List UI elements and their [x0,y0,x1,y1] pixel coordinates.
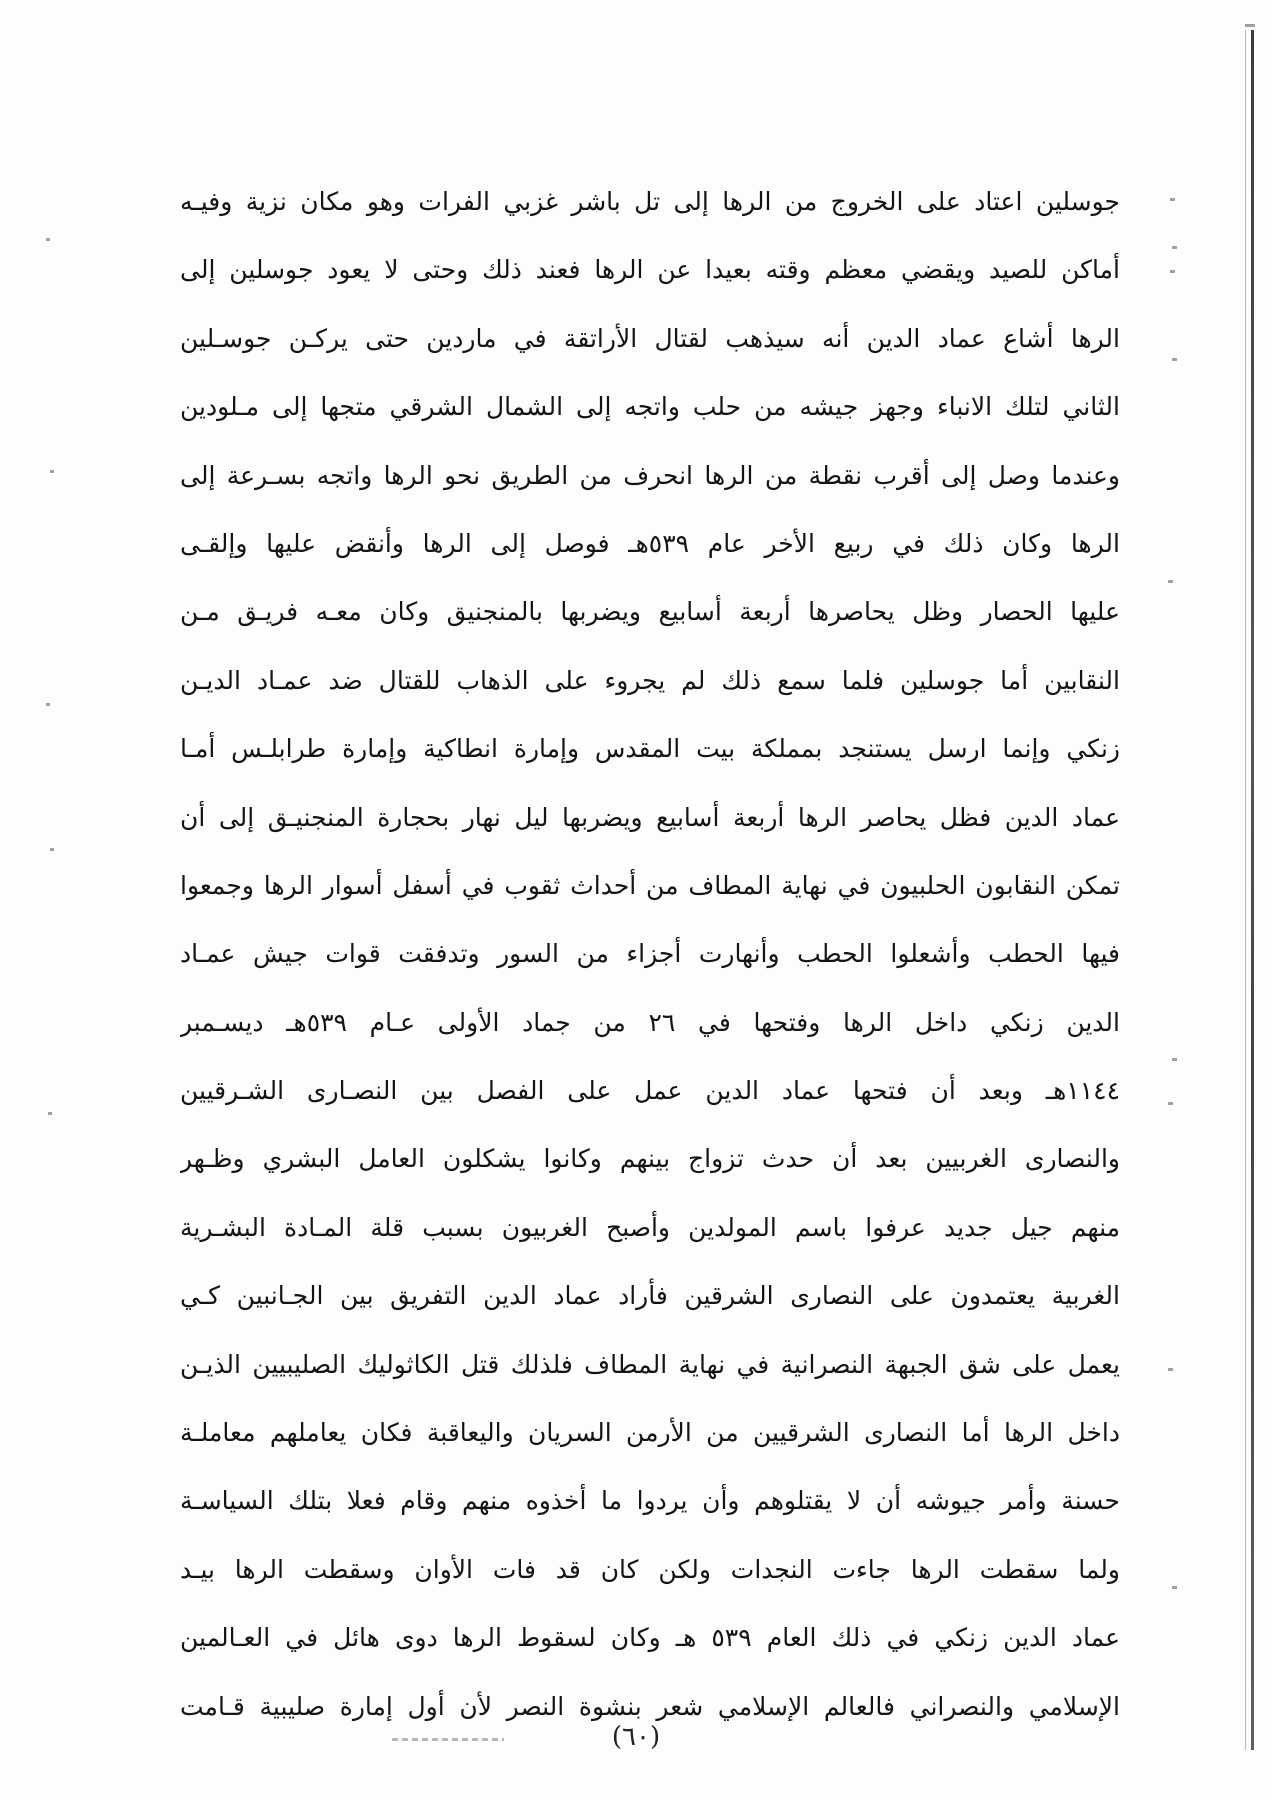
text-line: وعندما وصل إلى أقرب نقطة من الرها انحرف من الطريق نحو الرها واتجه بسـرعة إلى [180,460,1120,490]
scan-speck [1172,358,1177,361]
text-line: فيها الحطب وأشعلوا الحطب وأنهارت أجزاء من السور وتدفقت قوات جيش عمـاد [180,939,1120,969]
text-line: والنصارى الغربيين بعد أن حدث تزواج بينهم وكانوا يشكلون العامل البشري وظـهر [180,1144,1120,1174]
text-line: ١١٤٤هـ وبعد أن فتحها عماد الدين عمل على الفصل بين النصـارى الشـرقيين [180,1076,1120,1106]
text-line: الدين زنكي داخل الرها وفتحها في ٢٦ من جماد الأولى عـام ٥٣٩هـ ديسـمبر [180,1007,1120,1037]
text-line: الرها أشاع عماد الدين أنه سيذهب لقتال الأراتقة في ماردين حتى يركـن جوسـلين [180,323,1120,353]
text-line: الرها وكان ذلك في ربيع الأخر عام ٥٣٩هـ فوصل إلى الرها وأنقض عليها وإلقـى [180,528,1120,558]
scan-speck [1170,198,1175,201]
scan-speck [1172,1058,1177,1061]
scan-speck [46,703,50,706]
scan-speck [1245,24,1255,27]
text-line: عماد الدين زنكي في ذلك العام ٥٣٩ هـ وكان لسقوط الرها دوى هائل في العـالمين [180,1623,1120,1653]
scan-speck [1168,1102,1173,1105]
text-line: أماكن للصيد ويقضي معظم وقته بعيدا عن الرها فعند ذلك وحتى لا يعود جوسلين إلى [180,255,1120,285]
text-line: ولما سقطت الرها جاءت النجدات ولكن كان قد فات الأوان وسقطت الرها بيـد [180,1554,1120,1584]
binding-edge-line [1251,30,1254,1750]
scan-speck [1172,1586,1177,1589]
page-number: (٦٠) [611,1722,661,1752]
text-line: منهم جيل جديد عرفوا باسم المولدين وأصبح الغربيون بسبب قلة المـادة البشـرية [180,1212,1120,1242]
scan-speck [50,470,54,473]
scan-speck [46,238,50,241]
scan-speck [1170,270,1175,273]
text-line: جوسلين اعتاد على الخروج من الرها إلى تل باشر غزبي الفرات وهو مكان نزية وفيـه [180,187,1120,216]
text-line: الإسلامي والنصراني فالعالم الإسلامي شعر بنشوة النصر لأن أول إمارة صليبية قـامت [180,1691,1120,1721]
scan-speck [1172,246,1177,249]
scan-speck [48,1112,52,1115]
text-line: النقابين أما جوسلين فلما سمع ذلك لم يجروء على الذهاب للقتال ضد عمـاد الديـن [180,665,1120,695]
body-text [180,168,1120,1741]
text-line: زنكي وإنما ارسل يستنجد بمملكة بيت المقدس وإمارة انطاكية وإمارة طرابلـس أمـا [180,734,1120,764]
binding-edge-shadow [1245,30,1246,1750]
text-line: تمكن النقابون الحلبيون في نهاية المطاف من أحداث ثقوب في أسفل أسوار الرها وجمعوا [180,870,1120,900]
text-line: حسنة وأمر جيوشه أن لا يقتلوهم وأن يردوا ما أخذوه منهم وقام فعلا بتلك السياسـة [180,1486,1120,1516]
text-line: عماد الدين فظل يحاصر الرها أربعة أسابيع ويضربها ليل نهار بحجارة المنجنيـق إلى أن [180,802,1120,832]
text-line: داخل الرها أما النصارى الشرقيين من الأرمن السريان واليعاقبة فكان يعاملهم معاملـة [180,1418,1120,1448]
text-line: الغربية يعتمدون على النصارى الشرقين فأراد عماد الدين التفريق بين الجـانبين كـي [180,1281,1120,1311]
scan-speck [1168,1368,1173,1371]
scan-speck [1168,580,1173,583]
text-line: عليها الحصار وظل يحاصرها أربعة أسابيع ويضربها بالمنجنيق وكان معـه فريـق مـن [180,597,1120,627]
text-line: يعمل على شق الجبهة النصرانية في نهاية المطاف فلذلك قتل الكاثوليك الصليبيين الذيـن [180,1349,1120,1379]
text-line: الثاني لتلك الانباء وجهز جيشه من حلب واتجه إلى الشمال الشرقي متجها إلى مـلودين [180,392,1120,422]
scan-speck [50,848,54,851]
